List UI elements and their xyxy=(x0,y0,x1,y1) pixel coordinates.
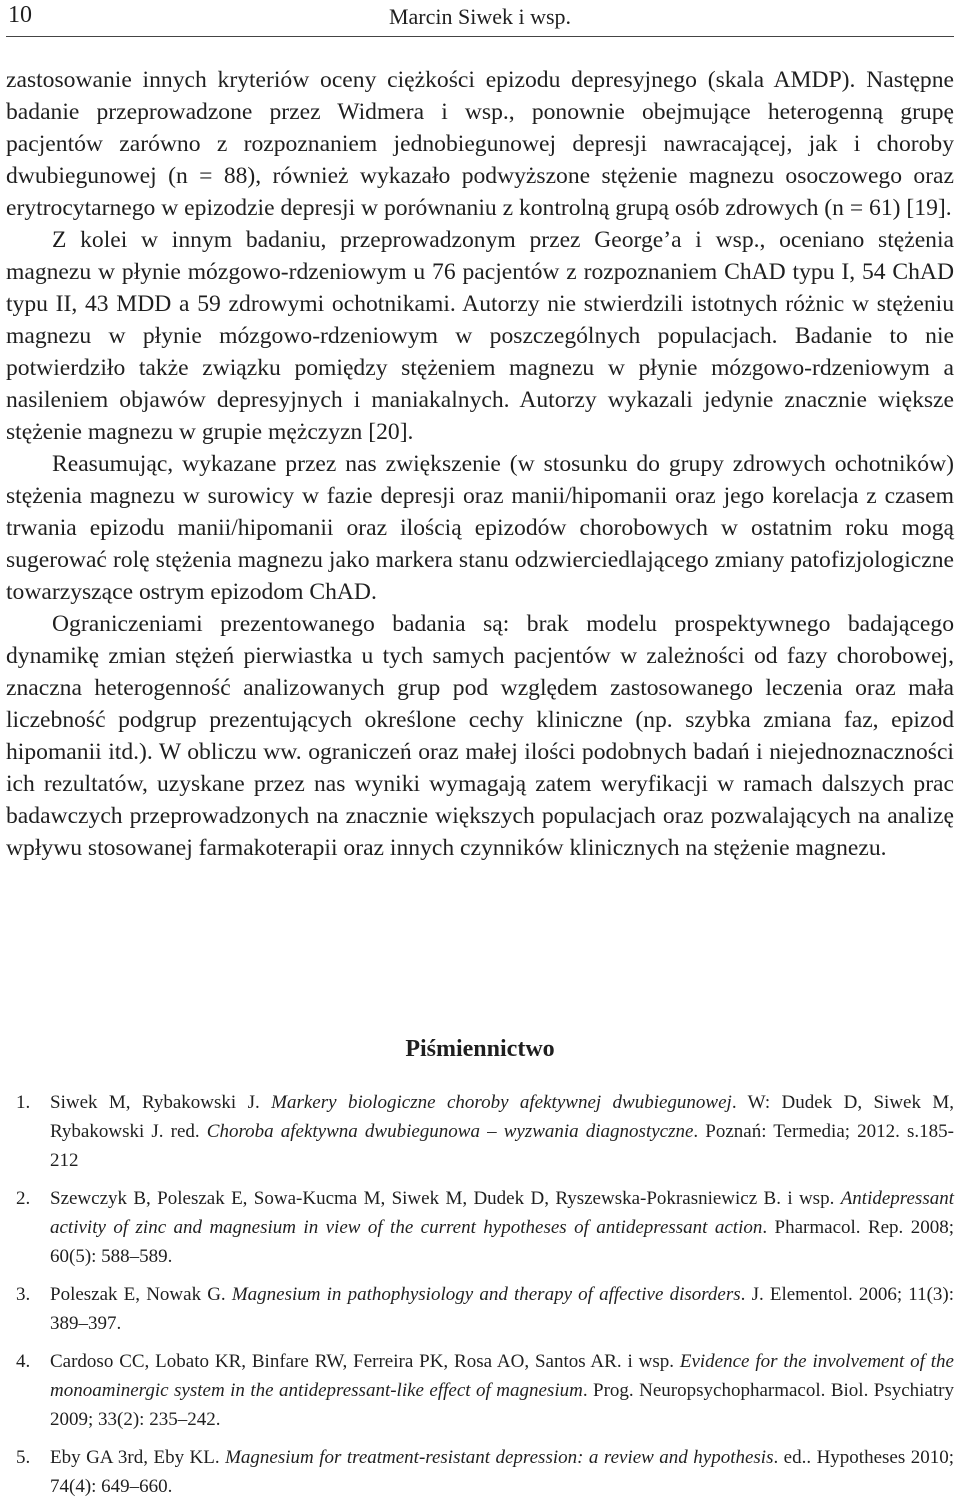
reference-number: 3. xyxy=(16,1284,31,1305)
reference-authors: Poleszak E, Nowak G. xyxy=(50,1284,232,1305)
paragraph: Reasumując, wykazane przez nas zwiększenie (w stosunku do grupy zdrowych ochotników) stężenia magnezu w surowicy w fazie depresji oraz manii/hipomanii oraz jego korelacja z czasem trwania epizodu manii/hipomanii oraz ilością epizodów chorobowych w ostatnim roku mogą sugerować rolę stężenia magnezu jako markera stanu odzwierciedlającego zmiany patofizjologiczne towarzyszące ostrym epizodom ChAD. xyxy=(6,451,954,605)
reference-number: 1. xyxy=(16,1092,31,1113)
reference-authors: Szewczyk B, Poleszak E, Sowa-Kucma M, Siwek M, Dudek D, Ryszewska-Pokrasniewicz B. i wsp. xyxy=(50,1188,841,1209)
page-header xyxy=(6,0,954,37)
references-title: Piśmiennictwo xyxy=(405,1036,555,1062)
paragraph: zastosowanie innych kryteriów oceny ciężkości epizodu depresyjnego (skala AMDP). Następne badanie przeprowadzone przez Widmera i wsp., ponownie obejmujące heterogenną grupę pacjentów zarówno z rozpoznaniem jednobiegunowej depresji nawracającej, jak i choroby dwubiegunowej (n = 88), również wykazało podwyższone stężenie magnezu osoczowego oraz erytrocytarnego w epizodzie depresji w porównaniu z kontrolną grupą osób zdrowych (n = 61) [19]. xyxy=(6,67,954,221)
reference-item xyxy=(6,1088,954,1175)
references-list xyxy=(6,1088,954,1510)
reference-authors: Siwek M, Rybakowski J. xyxy=(50,1092,272,1113)
reference-item xyxy=(6,1443,954,1501)
running-head: Marcin Siwek i wsp. xyxy=(388,4,572,29)
reference-authors: Eby GA 3rd, Eby KL. xyxy=(50,1447,226,1468)
body-text xyxy=(6,64,954,864)
reference-number: 4. xyxy=(16,1351,31,1372)
reference-book-title: Choroba afektywna dwubiegunowa – wyzwania diagnostyczne xyxy=(206,1121,694,1142)
reference-title: Markery biologiczne choroby afektywnej dwubiegunowej xyxy=(271,1092,732,1113)
reference-title: Magnesium for treatment-resistant depression: a review and hypothesis xyxy=(225,1447,774,1468)
reference-source: . ed.. Hypotheses 2010; 74(4): 649–660. xyxy=(50,1447,954,1497)
reference-number: 5. xyxy=(16,1447,31,1468)
reference-title: Evidence for the involvement of the monoaminergic system in the antidepressant-like effect of magnesium xyxy=(50,1351,954,1401)
reference-title: Antidepressant activity of zinc and magnesium in view of the current hypotheses of antidepressant action xyxy=(50,1188,954,1238)
reference-item xyxy=(6,1184,954,1271)
reference-authors: Cardoso CC, Lobato KR, Binfare RW, Ferreira PK, Rosa AO, Santos AR. i wsp. xyxy=(50,1351,680,1372)
reference-source: . Pharmacol. Rep. 2008; 60(5): 588–589. xyxy=(50,1217,955,1267)
paragraph: Z kolei w innym badaniu, przeprowadzonym przez George’a i wsp., oceniano stężenia magnezu w płynie mózgowo-rdzeniowym u 76 pacjentów z rozpoznaniem ChAD typu I, 54 ChAD typu II, 43 MDD a 59 zdrowymi ochotnikami. Autorzy nie stwierdzili istotnych różnic w stężeniu magnezu w płynie mózgowo-rdzeniowym w poszczególnych populacjach. Badanie to nie potwierdziło także związku pomiędzy stężeniem magnezu w płynie mózgowo-rdzeniowym a nasileniem objawów depresyjnych i maniakalnych. Autorzy wykazali jedynie znacznie większe stężenie magnezu w grupie mężczyzn [20]. xyxy=(6,227,954,445)
reference-number: 2. xyxy=(16,1188,31,1209)
reference-editors: . W: Dudek D, Siwek M, Rybakowski J. red. xyxy=(50,1092,955,1142)
reference-source: . J. Elementol. 2006; 11(3): 389–397. xyxy=(50,1284,955,1334)
page-number: 10 xyxy=(8,2,32,28)
reference-item xyxy=(6,1347,954,1434)
reference-source: . Poznań: Termedia; 2012. s.185-212 xyxy=(50,1121,954,1171)
reference-item xyxy=(6,1280,954,1338)
paragraph: Ograniczeniami prezentowanego badania są: brak modelu prospektywnego badającego dynamikę zmian stężeń pierwiastka u tych samych pacjentów w zależności od fazy chorobowej, znaczna heterogenność analizowanych grup pod względem zastosowanego leczenia oraz mała liczebność podgrup prezentujących określone cechy kliniczne (np. szybka zmiana faz, epizod hipomanii itd.). W obliczu ww. ograniczeń oraz małej ilości podobnych badań i niejednoznaczności ich rezultatów, uzyskane przez nas wyniki wymagają zatem weryfikacji w ramach dalszych prac badawczych przeprowadzonych na znacznie większych populacjach oraz pozwalających na analizę wpływu stosowanej farmakoterapii oraz innych czynników klinicznych na stężenie magnezu. xyxy=(6,611,954,861)
reference-title: Magnesium in pathophysiology and therapy of affective disorders xyxy=(231,1284,741,1305)
reference-source: . Prog. Neuropsychopharmacol. Biol. Psychiatry 2009; 33(2): 235–242. xyxy=(50,1380,954,1430)
